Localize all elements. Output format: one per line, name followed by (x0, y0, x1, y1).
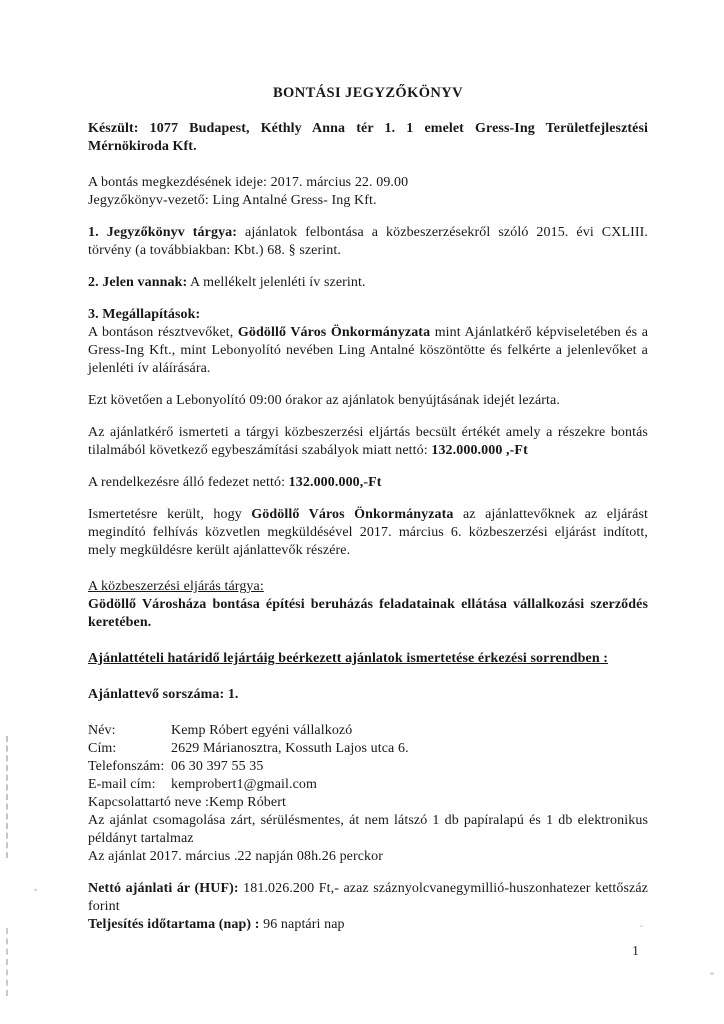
scan-artifact-speck (34, 889, 37, 891)
netto-ar-label: Nettó ajánlati ár (HUF): (88, 881, 239, 896)
paragraph-fedezet (88, 474, 648, 492)
fedezet-amount: 132.000.000,-Ft (288, 475, 382, 490)
ismertetes-pre: Ismertetésre került, hogy (88, 507, 252, 522)
teljesites-label: Teljesítés időtartama (nap) : (88, 917, 260, 932)
line-bontas-ideje: A bontás megkezdésének ideje: 2017. március 22. 09.00 (88, 175, 409, 190)
paragraph-jelen-vannak (88, 274, 648, 292)
jelen-vannak-text: A mellékelt jelenléti ív szerint. (187, 275, 366, 290)
targy-label: 1. Jegyzőkönyv tárgya: (88, 225, 238, 240)
paragraph-targy (88, 224, 648, 260)
eljaras-targya-body: Gödöllő Városháza bontása építési beruházás feladatainak ellátása vállalkozási szerződés keretében. (88, 597, 648, 630)
document-body (88, 84, 648, 934)
becsult-ertek-pre: Az ajánlatkérő ismerteti a tárgyi közbeszerzési eljártás becsült értékét amely a részekre bontás tilalmából következő egybeszámítási szabályok miatt nettó: (88, 425, 648, 458)
paragraph-keszult: Készült: 1077 Budapest, Kéthly Anna tér 1. 1 emelet Gress-Ing Területfejlesztési Mérnökiroda Kft. (88, 121, 648, 154)
field-label-nev: Név: (88, 723, 116, 738)
scan-artifact-dashes-left-lower (6, 928, 8, 996)
field-label-telefonszam: Telefonszám: (88, 759, 165, 774)
paragraph-ismertetes (88, 506, 648, 560)
field-value-email: kemprobert1@gmail.com (171, 777, 318, 792)
paragraph-megallapitasok-1 (88, 324, 648, 378)
netto-ar-value: 181.026.200 Ft,- azaz száznyolcvanegymillió-huszonhatezer kettőszáz forint (88, 881, 648, 914)
document-title: BONTÁSI JEGYZŐKÖNYV (272, 85, 464, 101)
field-row-cim (88, 740, 648, 758)
ismertetes-post: az ajánlattevőknek az eljárást megindító felhívás közvetlen megküldésével 2017. március 6. közbeszerzési eljárást indított, mely megküldésre került ajánlattevők részére. (88, 507, 648, 558)
field-value-nev: Kemp Róbert egyéni vállalkozó (171, 723, 353, 738)
ajanlatok-heading: Ajánlattételi határidő lejártáig beérkezett ajánlatok ismertetése érkezési sorrendben : (88, 651, 609, 666)
field-row-nev (88, 722, 648, 740)
megallapitasok-1-pre: A bontáson résztvevőket, (88, 325, 238, 340)
paragraph-netto-ar (88, 880, 648, 916)
paragraph-becsult-ertek (88, 424, 648, 460)
paragraph-teljesites (88, 916, 648, 934)
field-row-email (88, 776, 648, 794)
field-label-email: E-mail cím: (88, 777, 156, 792)
becsult-ertek-amount: 132.000.000 ,-Ft (431, 443, 528, 458)
field-row-telefonszam (88, 758, 648, 776)
jelen-vannak-label: 2. Jelen vannak: (88, 275, 188, 290)
page-number: 1 (632, 944, 639, 959)
megallapitasok-1-strong: Gödöllő Város Önkormányzata (237, 325, 431, 340)
paragraph-lezaras: Ezt követően a Lebonyolító 09:00 órakor az ajánlatok benyújtásának idejét lezárta. (88, 393, 560, 408)
fedezet-pre: A rendelkezésre álló fedezet nettó: (88, 475, 289, 490)
megallapitasok-1-post: mint Ajánlatkérő képviseletében és a Gress-Ing Kft., mint Lebonyolító nevében Ling Antalné köszöntötte és felkérte a jelenlevőket a jelenléti ív aláírására. (88, 325, 649, 376)
field-value-cim: 2629 Márianosztra, Kossuth Lajos utca 6. (171, 741, 409, 756)
megallapitasok-heading: 3. Megállapítások: (88, 307, 201, 322)
scan-artifact-speck (710, 972, 714, 975)
field-value-telefonszam: 06 30 397 55 35 (171, 759, 264, 774)
line-kapcsolattarto: Kapcsolattartó neve :Kemp Róbert (88, 795, 286, 810)
header-meta-block (88, 174, 648, 210)
bidder-fields (88, 722, 648, 866)
ajanlattevo-sorszam: Ajánlattevő sorszáma: 1. (88, 687, 239, 702)
line-beerkezes: Az ajánlat 2017. március .22 napján 08h.26 perckor (88, 849, 384, 864)
teljesites-value: 96 naptári nap (259, 917, 345, 932)
targy-text: ajánlatok felbontása a közbeszerzésekről szóló 2015. évi CXLIII. törvény (a továbbiakban: Kbt.) 68. § szerint. (88, 225, 648, 258)
line-jegyzokonyv-vezeto: Jegyzőkönyv-vezető: Ling Antalné Gress- Ing Kft. (88, 193, 377, 208)
scan-artifact-dashes-left-upper (6, 736, 8, 858)
ismertetes-strong: Gödöllő Város Önkormányzata (251, 507, 454, 522)
field-label-cim: Cím: (88, 741, 117, 756)
paragraph-csomagolas: Az ajánlat csomagolása zárt, sérülésmentes, át nem látszó 1 db papíralapú és 1 db elektronikus példányt tartalmaz (88, 813, 648, 846)
eljaras-targya-heading: A közbeszerzési eljárás tárgya: (88, 579, 264, 594)
